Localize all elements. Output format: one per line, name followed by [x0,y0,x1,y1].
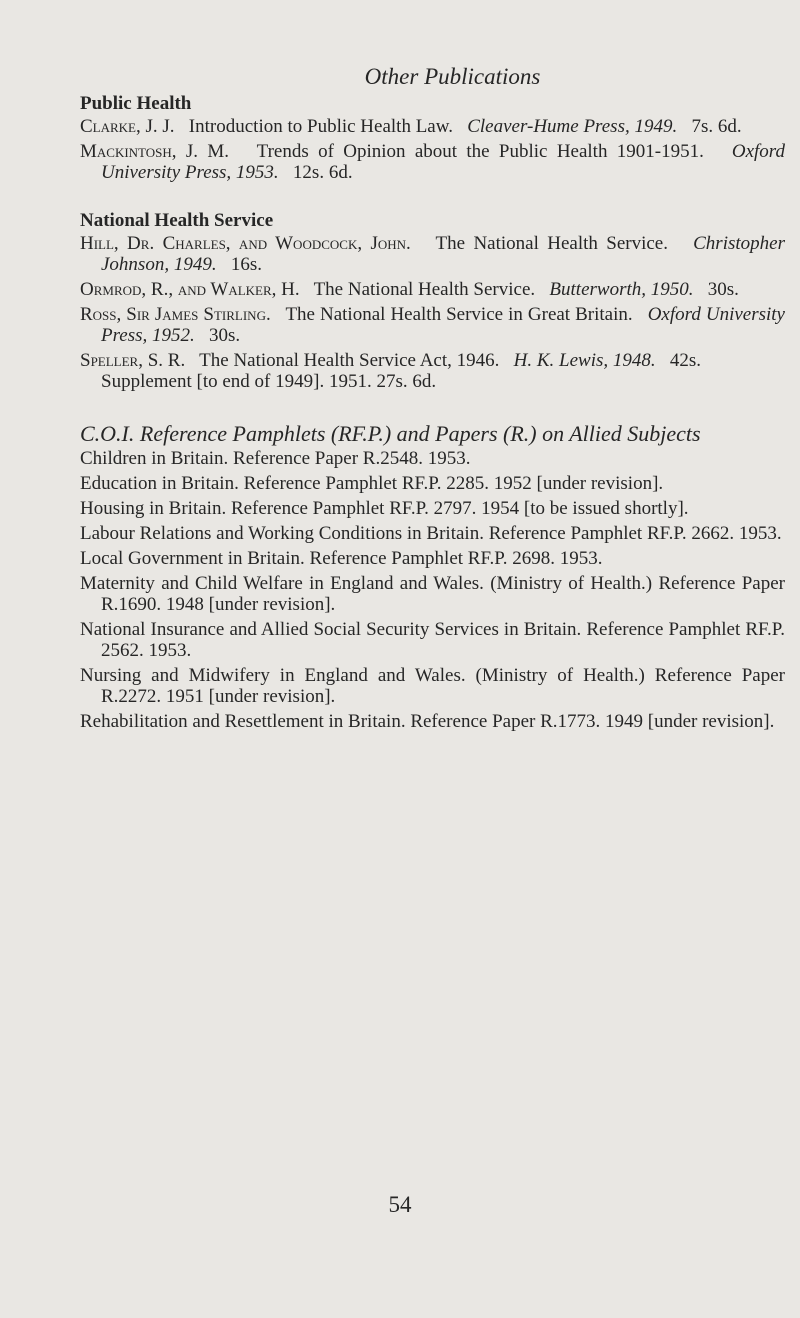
entry-price: 7s. 6d. [691,116,742,137]
entry-title: The National Health Service. [313,279,536,300]
reference-entry: Housing in Britain. Reference Pamphlet RF.P. 2797. 1954 [to be issued shortly]. [80,498,689,519]
reference-entry: Maternity and Child Welfare in England and Wales. (Ministry of Health.) Reference Paper R.1690. 1948 [under revision]. [80,573,785,615]
entry-title: The National Health Service in Great Britain. [285,304,633,325]
entry-publisher: Oxford University Press, 1953. [101,141,785,183]
entry-price: 30s. [209,325,241,346]
reference-entry: Labour Relations and Working Conditions in Britain. Reference Pamphlet RF.P. 2662. 1953. [80,523,782,544]
page-header: Other Publications [364,64,541,89]
reference-entry: National Insurance and Allied Social Security Services in Britain. Reference Pamphlet RF.P. 2562. 1953. [80,619,785,661]
entry-price: 12s. 6d. [292,162,353,183]
reference-entry: Nursing and Midwifery in England and Wales. (Ministry of Health.) Reference Paper R.2272. 1951 [under revision]. [80,665,785,707]
bibliography-entry [80,279,785,300]
entry-author: Hill, Dr. Charles, and Woodcock, John. [80,233,411,254]
bibliography-entry [80,350,785,392]
entry-publisher: Christopher Johnson, 1949. [101,233,785,275]
section-title-national-health-service: National Health Service [80,210,274,231]
bibliography-entry [80,141,785,183]
bibliography-entry [80,304,785,346]
reference-entry: Children in Britain. Reference Paper R.2548. 1953. [80,448,471,469]
bibliography-entry [80,233,785,275]
entry-title: The National Health Service. [435,233,668,254]
entry-author: Mackintosh, J. M. [80,141,229,162]
page-number: 54 [388,1192,412,1217]
entry-author: Clarke, J. J. [80,116,175,137]
entry-title: Trends of Opinion about the Public Health 1901-1951. [256,141,704,162]
entry-price: 42s. [669,350,702,371]
entry-publisher: Butterworth, 1950. [549,279,694,300]
document-page [80,62,785,736]
entry-author: Ross, Sir James Stirling. [80,304,271,325]
entry-publisher: H. K. Lewis, 1948. [513,350,656,371]
entry-price: 16s. [230,254,262,275]
reference-entry: Rehabilitation and Resettlement in Britain. Reference Paper R.1773. 1949 [under revision]. [80,711,775,732]
entry-publisher: Oxford University Press, 1952. [101,304,785,346]
section-title-public-health: Public Health [80,93,192,114]
section-title-coi-reference: C.O.I. Reference Pamphlets (RF.P.) and Papers (R.) on Allied Subjects [80,421,701,446]
entry-author: Speller, S. R. [80,350,186,371]
entry-author: Ormrod, R., and Walker, H. [80,279,300,300]
entry-supplement: Supplement [to end of 1949]. 1951. 27s. 6d. [101,371,437,392]
entry-title: Introduction to Public Health Law. [188,116,453,137]
entry-publisher: Cleaver-Hume Press, 1949. [467,116,678,137]
entry-price: 30s. [707,279,739,300]
entry-title: The National Health Service Act, 1946. [199,350,500,371]
reference-entry: Local Government in Britain. Reference Pamphlet RF.P. 2698. 1953. [80,548,603,569]
bibliography-entry [80,116,785,137]
reference-entry: Education in Britain. Reference Pamphlet RF.P. 2285. 1952 [under revision]. [80,473,664,494]
